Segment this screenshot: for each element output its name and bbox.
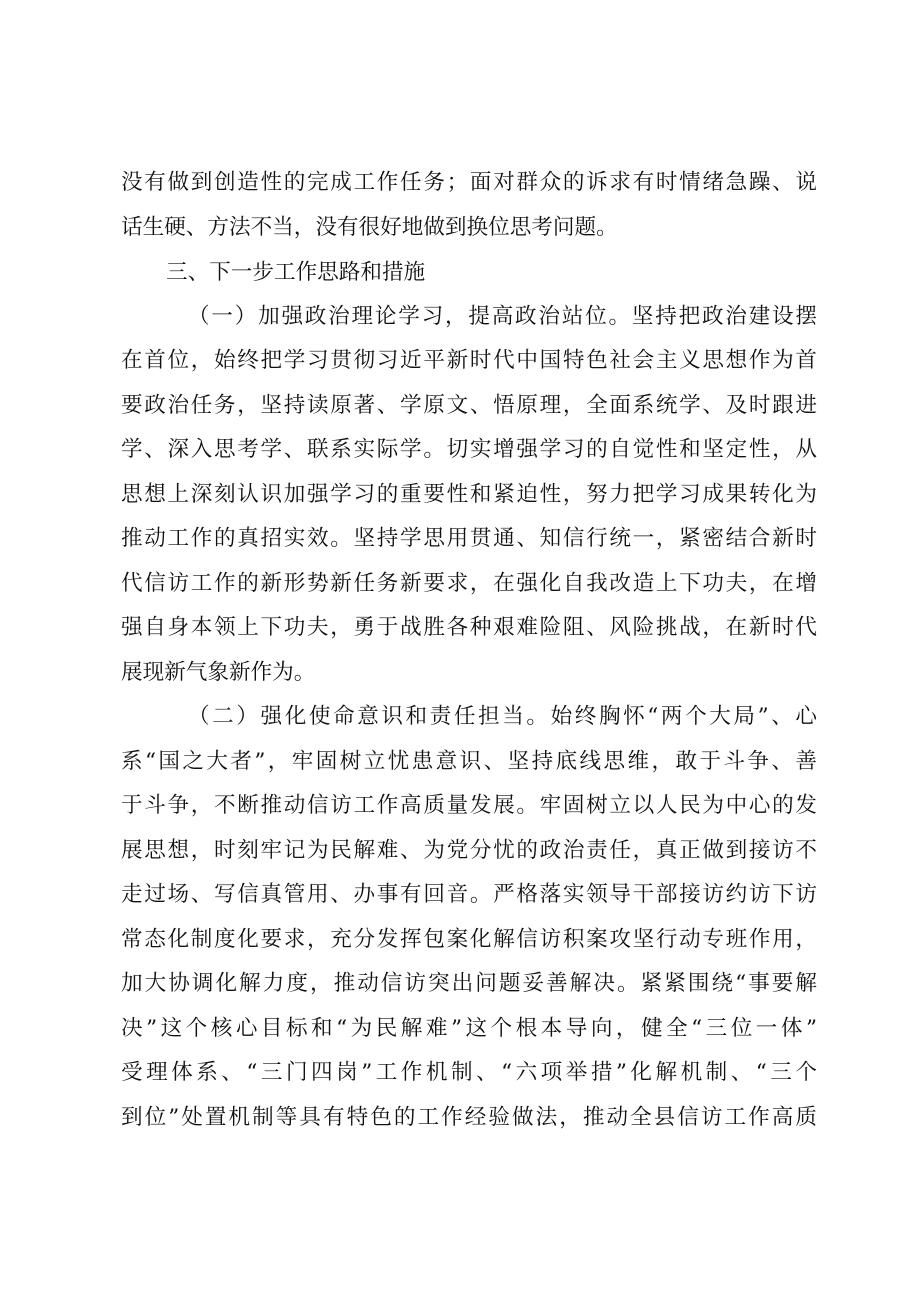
paragraph1-line-8: 强自身本领上下功夫，勇于战胜各种艰难险阻、风险挑战，在新时代	[121, 615, 817, 640]
paragraph2-line-2: 系“国之大者”，牢固树立忧患意识、坚持底线思维，敢于斗争、善	[121, 749, 817, 774]
paragraph1-line-4: 学、深入思考学、联系实际学。切实增强学习的自觉性和坚定性，从	[121, 437, 817, 462]
intro-line-1: 没有做到创造性的完成工作任务；面对群众的诉求有时情绪急躁、说	[121, 170, 817, 195]
paragraph2-line-10: 到位”处置机制等具有特色的工作经验做法，推动全县信访工作高质	[121, 1105, 817, 1130]
paragraph1-line-5: 思想上深刻认识加强学习的重要性和紧迫性，努力把学习成果转化为	[121, 482, 817, 507]
paragraph2-line-5: 走过场、写信真管用、办事有回音。严格落实领导干部接访约访下访	[121, 882, 817, 907]
paragraph2-line-9: 受理体系、“三门四岗”工作机制、“六项举措”化解机制、“三个	[121, 1060, 817, 1085]
paragraph2-line-3: 于斗争，不断推动信访工作高质量发展。牢固树立以人民为中心的发	[121, 793, 817, 818]
paragraph1-line-3: 要政治任务，坚持读原著、学原文、悟原理，全面系统学、及时跟进	[121, 393, 817, 418]
paragraph2-line-6: 常态化制度化要求，充分发挥包案化解信访积案攻坚行动专班作用，	[121, 927, 817, 952]
paragraph2-line-7: 加大协调化解力度，推动信访突出问题妥善解决。紧紧围绕“事要解	[121, 971, 817, 996]
intro-line-2: 话生硬、方法不当，没有很好地做到换位思考问题。	[121, 215, 618, 240]
paragraph2-line-8: 决”这个核心目标和“为民解难”这个根本导向，健全“三位一体”	[121, 1016, 817, 1041]
paragraph1-line-2: 在首位，始终把学习贯彻习近平新时代中国特色社会主义思想作为首	[121, 348, 817, 373]
paragraph1-line-7: 代信访工作的新形势新任务新要求，在强化自我改造上下功夫，在增	[121, 571, 817, 596]
paragraph2-line-1: （二）强化使命意识和责任担当。始终胸怀“两个大局”、心	[188, 704, 817, 729]
paragraph2-line-4: 展思想，时刻牢记为民解难、为党分忧的政治责任，真正做到接访不	[121, 838, 817, 863]
paragraph1-line-1: （一）加强政治理论学习，提高政治站位。坚持把政治建设摆	[188, 304, 817, 329]
section-heading: 三、下一步工作思路和措施	[166, 260, 426, 285]
paragraph1-line-9: 展现新气象新作为。	[121, 660, 316, 685]
paragraph1-line-6: 推动工作的真招实效。坚持学思用贯通、知信行统一，紧密结合新时	[121, 526, 817, 551]
